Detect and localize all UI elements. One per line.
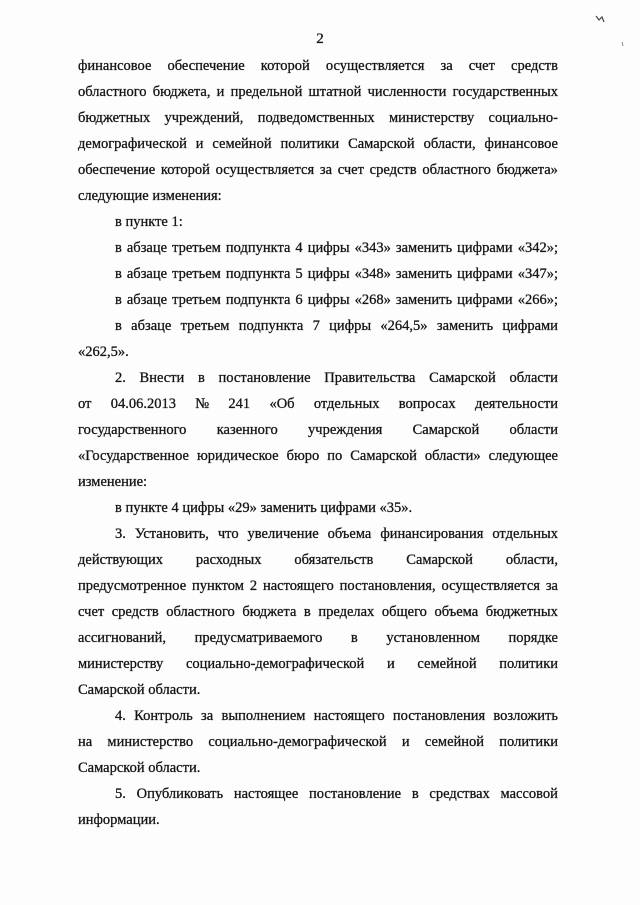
text-line: государственного казенного учреждения Самарской области [78,422,558,438]
paragraph [78,209,558,235]
text-line: областного бюджета, и предельной штатной численности государственных [78,84,558,100]
text-line: бюджетных учреждений, подведомственных министерству социально- [78,110,558,126]
text-line: Самарской области. [78,682,201,698]
text-line: 5. Опубликовать настоящее постановление в средствах массовой [115,786,558,802]
text-line: от 04.06.2013 № 241 «Об отдельных вопросах деятельности [78,396,558,412]
text-line: в абзаце третьем подпункта 7 цифры «264,5» заменить цифрами [115,318,558,334]
scan-mark [592,8,632,48]
paragraph [78,703,558,781]
paragraph [78,313,558,365]
text-line: финансовое обеспечение которой осуществляется за счет средств [78,58,558,74]
page-number: 2 [316,31,324,47]
text-line: в абзаце третьем подпункта 4 цифры «343» заменить цифрами «342»; [115,240,558,256]
text-line: Самарской области. [78,760,201,776]
paragraph [78,521,558,703]
text-line: действующих расходных обязательств Самарской области, [78,552,558,568]
text-line: счет средств областного бюджета в пределах общего объема бюджетных [78,604,558,620]
text-line: демографической и семейной политики Самарской области, финансовое [78,136,558,152]
paragraph [78,53,558,209]
paragraph [78,235,558,261]
paragraph [78,495,558,521]
text-line: следующие изменения: [78,188,222,204]
text-line: 3. Установить, что увеличение объема финансирования отдельных [115,526,558,542]
text-line: в пункте 4 цифры «29» заменить цифрами «35». [115,500,413,516]
text-line: информации. [78,812,160,828]
text-line: 2. Внести в постановление Правительства Самарской области [115,370,558,386]
text-line: предусмотренное пунктом 2 настоящего постановления, осуществляется за [78,578,558,594]
text-line: обеспечение которой осуществляется за счет средств областного бюджета» [78,162,558,178]
text-line: в абзаце третьем подпункта 5 цифры «348» заменить цифрами «347»; [115,266,558,282]
paragraph [78,365,558,495]
paragraph [78,781,558,833]
paragraph [78,287,558,313]
text-line: 4. Контроль за выполнением настоящего постановления возложить [115,708,558,724]
text-line: «Государственное юридическое бюро по Самарской области» следующее [78,448,558,464]
text-line: министерству социально-демографической и семейной политики [78,656,558,672]
text-line: ассигнований, предусматриваемого в установленном порядке [78,630,558,646]
text-line: в пункте 1: [115,214,183,230]
text-line: в абзаце третьем подпункта 6 цифры «268» заменить цифрами «266»; [115,292,558,308]
text-line: изменение: [78,474,148,490]
text-line: на министерство социально-демографической и семейной политики [78,734,558,750]
text-line: «262,5». [78,344,129,360]
paragraph [78,261,558,287]
document-body [78,53,558,833]
